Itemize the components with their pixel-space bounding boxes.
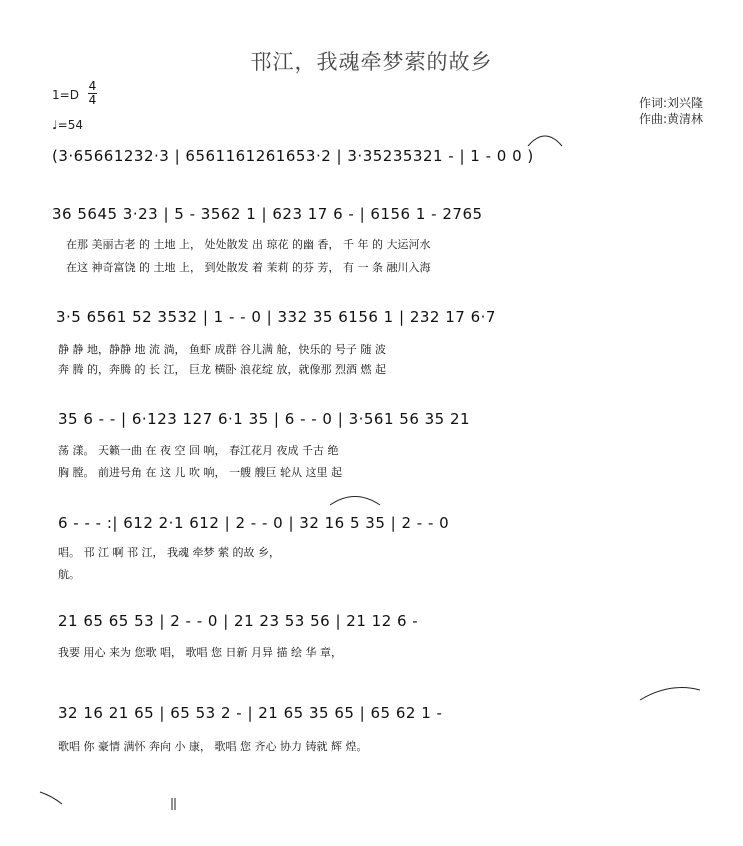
page-title: 邗江，我魂牵梦萦的故乡: [250, 50, 493, 74]
composer-credit: 作曲:黄清林: [638, 112, 703, 126]
lyrics-verse-1: 唱。 邗 江 啊 邗 江， 我魂 牵梦 萦 的故 乡，: [58, 546, 280, 559]
notation-line: 21 65 65 53 | 2 - - 0 | 21 23 53 56 | 21 12 6 -: [58, 612, 419, 630]
notation-line: 35 6 - - | 6·123 127 6·1 35 | 6 - - 0 | 3·561 56 35 21: [58, 410, 471, 428]
lyrics-verse-1: 歌唱 你 豪情 满怀 奔向 小 康， 歌唱 您 齐心 协力 铸就 辉 煌。: [58, 740, 368, 753]
time-signature-top: 4: [88, 79, 97, 93]
lyrics-verse-2: 奔 腾 的，奔腾 的 长 江， 巨龙 横卧 浪花绽 放，就像那 烈酒 燃 起: [58, 363, 386, 376]
lyricist-credit: 作词:刘兴隆: [638, 96, 703, 110]
notation-line: (3·65661232·3 | 6561161261653·2 | 3·35235321 - | 1 - 0 0 ): [52, 147, 534, 165]
lyrics-verse-2: 在这 神奇富饶 的 土地 上， 到处散发 着 茉莉 的芬 芳， 有 一 条 融川入海: [66, 261, 431, 274]
notation-line: 36 5645 3·23 | 5 - 3562 1 | 623 17 6 - | 6156 1 - 2765: [52, 205, 483, 223]
lyrics-verse-1: 在那 美丽古老 的 土地 上， 处处散发 出 琼花 的幽 香， 千 年 的 大运河水: [66, 238, 431, 251]
lyrics-verse-1: 荡 漾。 天籁一曲 在 夜 空 回 响， 春江花月 夜成 千古 绝: [58, 444, 339, 457]
notation-line: 3·5 6561 52 3532 | 1 - - 0 | 332 35 6156 1 | 232 17 6·7: [56, 308, 496, 326]
key-signature: 1=D: [52, 88, 79, 102]
notation-line: 6 - - - :| 612 2·1 612 | 2 - - 0 | 32 16 5 35 | 2 - - 0: [58, 514, 450, 532]
lyrics-verse-1: 我要 用心 来为 您歌 唱， 歌唱 您 日新 月异 描 绘 华 章，: [58, 646, 342, 659]
notation-line: 32 16 21 65 | 65 53 2 - | 21 65 35 65 | 65 62 1 -: [58, 704, 443, 722]
lyrics-verse-1: 静 静 地，静静 地 流 淌， 鱼虾 成群 谷儿满 舱，快乐的 号子 随 波: [58, 343, 386, 356]
tempo-marking: ♩=54: [52, 118, 83, 132]
lyrics-verse-2: 胸 膛。 前进号角 在 这 儿 吹 响， 一艘 艘巨 轮从 这里 起: [58, 466, 342, 479]
lyrics-verse-2: 航。: [58, 568, 80, 581]
time-signature: [88, 80, 97, 107]
time-signature-bottom: 4: [88, 93, 97, 107]
